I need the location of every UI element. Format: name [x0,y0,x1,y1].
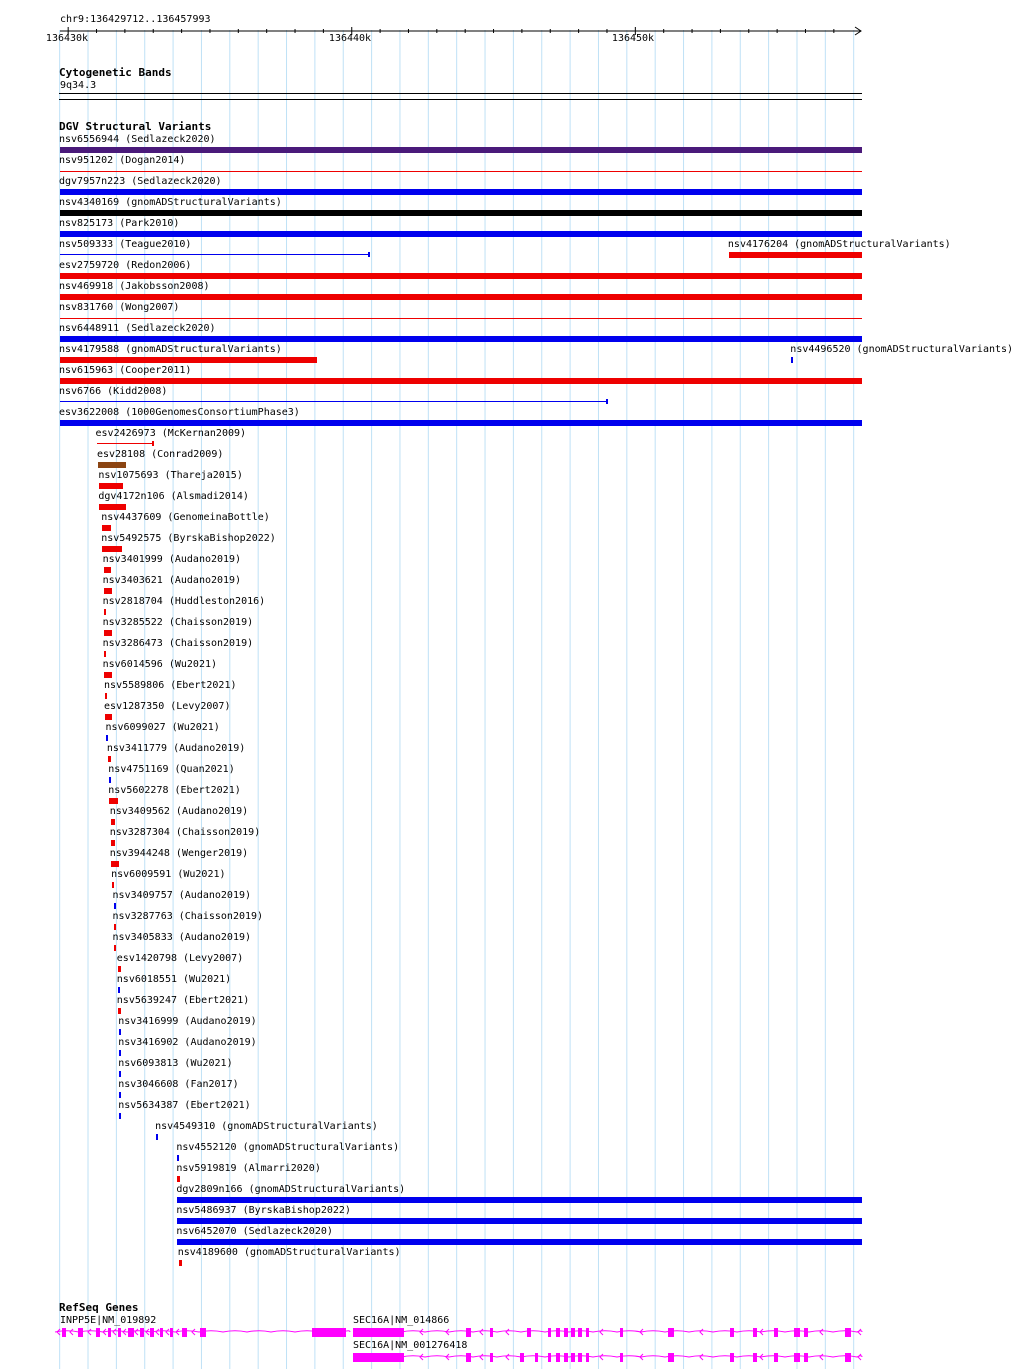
sv-feature-end-cap [152,441,154,446]
strand-arrow-left-icon [192,1329,195,1335]
gene-exon [845,1353,851,1362]
sv-feature-bar[interactable] [119,1071,121,1077]
gene-exon [520,1353,524,1362]
gene-exon [774,1353,778,1362]
sv-feature-bar[interactable] [109,777,111,783]
sv-feature-bar[interactable] [60,273,862,279]
gene-exon [556,1353,560,1362]
sv-feature-bar[interactable] [60,401,607,402]
sv-feature-label: nsv5486937 (ByrskaBishop2022) [176,1205,351,1216]
sv-feature-label: nsv4176204 (gnomADStructuralVariants) [727,239,951,250]
gene-exon [571,1353,575,1362]
sv-feature-label: nsv5492575 (ByrskaBishop2022) [101,533,276,544]
sv-feature-bar[interactable] [118,987,120,993]
gene-exon [490,1328,493,1337]
sv-feature-label: nsv3287304 (Chaisson2019) [109,827,261,838]
gene-exon [312,1328,346,1337]
sv-feature-label: nsv3287763 (Chaisson2019) [112,911,264,922]
sv-feature-bar[interactable] [60,294,862,300]
strand-arrow-left-icon [88,1329,91,1335]
sv-feature-label: nsv4179588 (gnomADStructuralVariants) [59,344,282,355]
gene-intron-line [353,1356,862,1357]
gene-exon [571,1328,575,1337]
gene-exon [730,1353,734,1362]
gene-label: SEC16A|NM_014866 [353,1315,450,1326]
sv-feature-label: nsv6018551 (Wu2021) [116,974,232,985]
sv-feature-bar[interactable] [179,1260,182,1266]
gene-exon [668,1353,674,1362]
sv-feature-label: nsv831760 (Wong2007) [59,302,180,313]
sv-feature-label: nsv3286473 (Chaisson2019) [102,638,254,649]
sv-feature-label: dgv7957n223 (Sedlazeck2020) [59,176,222,187]
sv-feature-bar[interactable] [118,966,121,972]
sv-feature-label: nsv5634387 (Ebert2021) [118,1100,251,1111]
strand-arrow-left-icon [113,1329,116,1335]
ruler-position-label: chr9:136429712..136457993 [60,14,211,25]
gene-exon [96,1328,100,1337]
strand-arrow-left-icon [700,1329,703,1335]
sv-feature-bar[interactable] [97,443,154,444]
sv-feature-bar[interactable] [102,546,122,552]
strand-arrow-left-icon [166,1329,169,1335]
sv-feature-label: nsv615963 (Cooper2011) [59,365,192,376]
strand-arrow-left-icon [480,1354,483,1360]
gene-exon [490,1353,493,1362]
gene-exon [466,1353,471,1362]
strand-arrow-left-icon [135,1329,138,1335]
sv-feature-bar[interactable] [119,1029,121,1035]
gene-models [0,1322,890,1369]
sv-feature-bar[interactable] [60,254,369,255]
sv-feature-bar[interactable] [106,735,108,741]
sv-feature-bar[interactable] [109,798,118,804]
sv-feature-bar[interactable] [156,1134,158,1140]
sv-feature-bar[interactable] [102,525,111,531]
strand-arrow-left-icon [700,1354,703,1360]
sv-feature-bar[interactable] [114,945,117,951]
sv-feature-bar[interactable] [105,714,112,720]
strand-arrow-left-icon [506,1329,509,1335]
sv-feature-bar[interactable] [177,1239,862,1245]
gene-label: INPP5E|NM_019892 [60,1315,157,1326]
gene-exon [160,1328,163,1337]
sv-feature-bar[interactable] [104,630,113,636]
sv-feature-bar[interactable] [111,840,115,846]
sv-feature-bar[interactable] [112,882,114,888]
strand-arrow-left-icon [57,1329,60,1335]
sv-feature-bar[interactable] [104,609,107,615]
sv-feature-bar[interactable] [98,462,126,468]
gene-exon [140,1328,144,1337]
gene-exon [62,1328,66,1337]
sv-feature-label: nsv825173 (Park2010) [59,218,180,229]
gene-exon [620,1328,623,1337]
gene-exon [527,1328,531,1337]
sv-feature-bar[interactable] [119,1113,121,1119]
sv-feature-end-cap [368,252,370,257]
sv-feature-label: nsv5602278 (Ebert2021) [108,785,241,796]
sv-feature-bar[interactable] [104,588,113,594]
strand-arrow-left-icon [506,1354,509,1360]
sv-feature-bar[interactable] [60,378,862,384]
gene-exon [78,1328,83,1337]
strand-arrow-left-icon [820,1329,823,1335]
gene-exon [753,1328,757,1337]
sv-feature-label: nsv4549310 (gnomADStructuralVariants) [155,1121,378,1132]
sv-feature-label: nsv951202 (Dogan2014) [59,155,186,166]
sv-feature-label: esv2426973 (McKernan2009) [95,428,247,439]
strand-arrow-left-icon [858,1354,861,1360]
sv-feature-label: nsv4340169 (gnomADStructuralVariants) [59,197,282,208]
sv-feature-label: nsv509333 (Teague2010) [59,239,192,250]
sv-feature-label: esv2759720 (Redon2006) [59,260,192,271]
sv-feature-bar[interactable] [118,1008,121,1014]
gene-exon [564,1328,568,1337]
sv-feature-end-cap [606,399,608,404]
gene-exon [578,1328,582,1337]
sv-feature-bar[interactable] [111,819,115,825]
sv-feature-label: nsv5589806 (Ebert2021) [104,680,237,691]
ruler-tick-label: 136440k [328,33,372,44]
sv-feature-label: esv1287350 (Levy2007) [104,701,231,712]
sv-feature-bar[interactable] [119,1050,121,1056]
sv-feature-label: nsv3046608 (Fan2017) [118,1079,239,1090]
sv-feature-bar[interactable] [60,210,862,216]
sv-feature-label: nsv6448911 (Sedlazeck2020) [59,323,216,334]
strand-arrow-left-icon [480,1329,483,1335]
cytoband-outline-bottom [59,99,862,100]
sv-feature-label: nsv4189600 (gnomADStructuralVariants) [177,1247,401,1258]
sv-feature-label: nsv3944248 (Wenger2019) [109,848,249,859]
sv-feature-bar[interactable] [60,189,862,195]
strand-arrow-left-icon [600,1329,603,1335]
sv-feature-bar[interactable] [119,1092,121,1098]
gene-exon [794,1328,800,1337]
sv-feature-label: nsv6009591 (Wu2021) [111,869,226,880]
gene-exon [466,1328,471,1337]
gene-exon [774,1328,778,1337]
gene-exon [170,1328,173,1337]
sv-feature-bar[interactable] [177,1176,180,1182]
sv-feature-bar[interactable] [60,171,862,172]
sv-feature-bar[interactable] [177,1155,179,1161]
sv-feature-bar[interactable] [105,693,107,699]
gene-exon [353,1328,404,1337]
sv-feature-label: dgv2809n166 (gnomADStructuralVariants) [176,1184,406,1195]
ruler-axis [0,24,890,36]
sv-feature-bar[interactable] [60,147,862,153]
sv-feature-label: nsv5639247 (Ebert2021) [116,995,250,1006]
cytoband-outline-top [59,93,862,94]
gene-exon [556,1328,560,1337]
gene-exon [182,1328,187,1337]
strand-arrow-left-icon [156,1329,159,1335]
sv-feature-bar[interactable] [60,231,862,237]
sv-feature-bar[interactable] [60,336,862,342]
gene-exon [586,1353,589,1362]
sv-feature-label: nsv4437609 (GenomeinaBottle) [101,512,270,523]
sv-feature-label: nsv4552120 (gnomADStructuralVariants) [176,1142,400,1153]
sv-feature-label: nsv3409562 (Audano2019) [109,806,249,817]
sv-feature-label: esv3622008 (1000GenomesConsortiumPhase3) [59,407,300,418]
sv-feature-bar[interactable] [114,903,116,909]
sv-feature-bar[interactable] [60,420,862,426]
sv-feature-bar[interactable] [791,357,793,363]
cytoband-track-title: Cytogenetic Bands [59,66,172,79]
sv-feature-label: nsv6014596 (Wu2021) [102,659,217,670]
sv-feature-label: nsv3409757 (Audano2019) [112,890,252,901]
sv-feature-bar[interactable] [177,1197,862,1203]
sv-feature-label: nsv3403621 (Audano2019) [102,575,242,586]
gene-exon [753,1353,757,1362]
sv-feature-label: nsv3285522 (Chaisson2019) [102,617,254,628]
sv-feature-label: nsv4496520 (gnomADStructuralVariants) [790,344,1013,355]
gene-exon [804,1328,808,1337]
sv-feature-label: nsv6556944 (Sedlazeck2020) [59,134,216,145]
gene-intron-line [353,1331,862,1332]
sv-feature-label: nsv3405833 (Audano2019) [112,932,252,943]
sv-feature-label: nsv1075693 (Thareja2015) [98,470,243,481]
sv-feature-bar[interactable] [111,861,120,867]
sv-feature-label: dgv4172n106 (Alsmadi2014) [98,491,249,502]
ruler-tick-label: 136430k [45,33,89,44]
gene-exon [548,1328,551,1337]
sv-feature-bar[interactable] [104,651,107,657]
gene-exon [668,1328,674,1337]
sv-feature-bar[interactable] [108,756,111,762]
gene-exon [200,1328,206,1337]
strand-arrow-left-icon [70,1329,73,1335]
strand-arrow-left-icon [858,1329,861,1335]
gene-exon [586,1328,589,1337]
sv-feature-bar[interactable] [729,252,862,258]
dgv-track-title: DGV Structural Variants [59,120,212,133]
gene-exon [128,1328,134,1337]
gene-label: SEC16A|NM_001276418 [353,1340,468,1351]
sv-feature-label: nsv2818704 (Huddleston2016) [102,596,266,607]
gene-exon [108,1328,111,1337]
cytoband-label: 9q34.3 [60,80,97,91]
sv-feature-bar[interactable] [60,318,862,319]
refseq-track-title: RefSeq Genes [59,1301,139,1314]
sv-feature-label: nsv3416999 (Audano2019) [118,1016,257,1027]
sv-feature-label: nsv3411779 (Audano2019) [106,743,246,754]
gene-exon [730,1328,734,1337]
sv-feature-label: esv28108 (Conrad2009) [96,449,224,460]
gene-exon [353,1353,404,1362]
sv-feature-bar[interactable] [99,504,126,510]
gene-exon [804,1353,808,1362]
sv-feature-bar[interactable] [104,567,111,573]
gene-exon [845,1328,851,1337]
sv-feature-label: esv1420798 (Levy2007) [116,953,244,964]
sv-feature-bar[interactable] [60,357,317,363]
gene-exon [794,1353,800,1362]
gene-exon [548,1353,551,1362]
sv-feature-label: nsv3401999 (Audano2019) [102,554,242,565]
sv-feature-label: nsv469918 (Jakobsson2008) [59,281,210,292]
gene-exon [578,1353,582,1362]
sv-feature-bar[interactable] [114,924,117,930]
gene-exon [535,1353,538,1362]
gene-exon [150,1328,154,1337]
sv-feature-bar[interactable] [99,483,123,489]
strand-arrow-left-icon [600,1354,603,1360]
sv-feature-bar[interactable] [104,672,113,678]
ruler-tick-label: 136450k [611,33,655,44]
sv-feature-bar[interactable] [177,1218,862,1224]
sv-feature-label: nsv6452070 (Sedlazeck2020) [176,1226,333,1237]
gene-exon [564,1353,568,1362]
sv-feature-label: nsv6766 (Kidd2008) [59,386,168,397]
strand-arrow-left-icon [820,1354,823,1360]
gene-exon [620,1353,623,1362]
sv-feature-label: nsv3416902 (Audano2019) [118,1037,257,1048]
sv-feature-label: nsv6099027 (Wu2021) [105,722,220,733]
sv-feature-label: nsv6093813 (Wu2021) [118,1058,233,1069]
sv-feature-label: nsv4751169 (Quan2021) [108,764,235,775]
sv-feature-label: nsv5919819 (Almarri2020) [176,1163,321,1174]
gene-exon [118,1328,121,1337]
